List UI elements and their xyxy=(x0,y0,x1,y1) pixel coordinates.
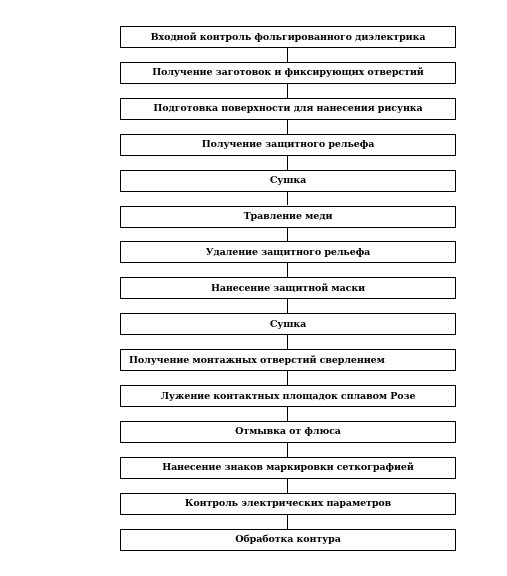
connector-line xyxy=(287,84,288,98)
connector-line xyxy=(287,407,288,421)
step-box-10: Получение монтажных отверстий сверлением xyxy=(120,349,456,371)
connector-line xyxy=(287,192,288,206)
connector-line xyxy=(287,371,288,385)
connector-line xyxy=(287,263,288,277)
step-box-8: Нанесение защитной маски xyxy=(120,277,456,299)
connector-line xyxy=(287,48,288,62)
step-box-13: Нанесение знаков маркировки сеткографией xyxy=(120,457,456,479)
step-box-6: Травление меди xyxy=(120,206,456,228)
connector-line xyxy=(287,228,288,242)
step-box-5: Сушка xyxy=(120,170,456,192)
step-box-12: Отмывка от флюса xyxy=(120,421,456,443)
connector-line xyxy=(287,299,288,313)
step-box-9: Сушка xyxy=(120,313,456,335)
step-box-11: Лужение контактных площадок сплавом Розе xyxy=(120,385,456,407)
connector-line xyxy=(287,443,288,457)
step-box-14: Контроль электрических параметров xyxy=(120,493,456,515)
step-box-4: Получение защитного рельефа xyxy=(120,134,456,156)
connector-line xyxy=(287,120,288,134)
step-box-2: Получение заготовок и фиксирующих отверстий xyxy=(120,62,456,84)
step-box-1: Входной контроль фольгированного диэлектрика xyxy=(120,26,456,48)
step-box-15: Обработка контура xyxy=(120,529,456,551)
connector-line xyxy=(287,335,288,349)
connector-line xyxy=(287,515,288,529)
step-box-7: Удаление защитного рельефа xyxy=(120,241,456,263)
connector-line xyxy=(287,156,288,170)
connector-line xyxy=(287,479,288,493)
step-box-3: Подготовка поверхности для нанесения рисунка xyxy=(120,98,456,120)
